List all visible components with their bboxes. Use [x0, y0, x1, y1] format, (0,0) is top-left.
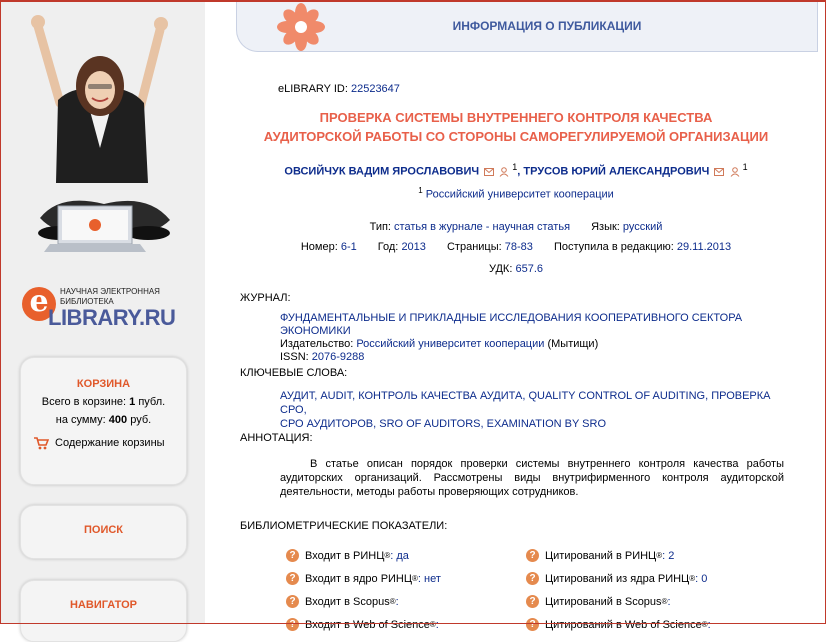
metric-label: Входит в РИНЦ	[305, 549, 385, 562]
metric-value[interactable]: :	[667, 595, 671, 608]
page-title: ИНФОРМАЦИЯ О ПУБЛИКАЦИИ	[452, 19, 642, 33]
elibrary-logo[interactable]	[22, 283, 182, 328]
logo-letter: e	[22, 287, 56, 321]
metric-label: Входит в Web of Science	[305, 618, 430, 631]
author-affiliation-sup: 1	[742, 162, 748, 172]
author-link[interactable]: ОВСИЙЧУК ВАДИМ ЯРОСЛАВОВИЧ	[284, 165, 480, 178]
elibrary-id-label: eLIBRARY ID:	[278, 83, 348, 95]
cart-contents-label: Содержание корзины	[55, 437, 165, 449]
issn-value: 2076-9288	[311, 351, 365, 363]
metric-value: : нет	[417, 572, 441, 585]
keywords-block	[280, 389, 790, 431]
elibrary-id	[278, 83, 400, 95]
logo-line1: НАУЧНАЯ ЭЛЕКТРОННАЯ	[60, 287, 160, 296]
metric-item	[286, 595, 526, 608]
metric-value: : да	[390, 549, 409, 562]
udk-label: УДК:	[488, 263, 513, 275]
author-separator: ,	[517, 165, 521, 178]
publisher-link[interactable]: Российский университет кооперации	[356, 338, 545, 350]
cart-total-label: Всего в корзине:	[41, 396, 127, 408]
affiliation	[236, 186, 796, 201]
year-value: 2013	[401, 241, 426, 253]
author-affiliation-sup: 1	[512, 162, 518, 172]
page-header	[236, 0, 818, 52]
search-panel[interactable]	[20, 505, 187, 559]
publisher-line	[280, 338, 790, 351]
help-icon[interactable]: ?	[286, 572, 299, 585]
cart-sum-suffix: руб.	[130, 414, 152, 426]
cart-title: КОРЗИНА	[76, 378, 131, 390]
title-line-2: АУДИТОРСКОЙ РАБОТЫ СО СТОРОНЫ САМОРЕГУЛИРУЕМОЙ ОРГАНИЗАЦИИ	[263, 129, 769, 144]
received-label: Поступила в редакцию:	[553, 241, 674, 253]
metrics-row	[286, 567, 766, 590]
authors-line	[236, 162, 796, 178]
metric-sup: ®	[412, 574, 418, 583]
cart-total-count: 1	[129, 396, 136, 408]
cart-sum-label: на сумму:	[55, 414, 106, 426]
pages-value: 78-83	[504, 241, 533, 253]
metric-sup: ®	[689, 574, 696, 583]
metrics-row	[286, 544, 766, 567]
received-value: 29.11.2013	[676, 241, 732, 253]
type-value: статья в журнале - научная статья	[394, 221, 571, 233]
keywords-line-1[interactable]: АУДИТ, AUDIT, КОНТРОЛЬ КАЧЕСТВА АУДИТА, QUALITY CONTROL OF AUDITING, ПРОВЕРКА СРО,	[280, 390, 771, 416]
type-label: Тип:	[369, 221, 391, 233]
number-value[interactable]: 6-1	[340, 241, 357, 253]
logo-wordmark: LIBRARY.RU	[48, 305, 176, 330]
keywords-heading: КЛЮЧЕВЫЕ СЛОВА:	[240, 367, 348, 379]
title-line-1: ПРОВЕРКА СИСТЕМЫ ВНУТРЕННЕГО КОНТРОЛЯ КАЧЕСТВА	[319, 110, 713, 125]
affiliation-sup: 1	[418, 186, 423, 195]
metric-value[interactable]: :	[707, 618, 711, 631]
issn-label: ISSN:	[280, 351, 309, 363]
elibrary-id-value[interactable]: 22523647	[350, 83, 400, 95]
metric-item	[526, 572, 766, 585]
pages-label: Страницы:	[446, 241, 502, 253]
metric-sup: ®	[701, 620, 708, 629]
help-icon[interactable]: ?	[286, 549, 299, 562]
udk	[236, 263, 796, 275]
metric-value[interactable]: : 0	[695, 572, 708, 585]
metric-item	[526, 549, 766, 562]
metric-value: :	[395, 595, 399, 608]
cart-sum	[21, 414, 186, 426]
keywords-line-2[interactable]: СРО АУДИТОРОВ, SRO OF AUDITORS, EXAMINATION BY SRO	[280, 418, 606, 430]
left-sidebar	[0, 0, 205, 624]
author-link[interactable]: ТРУСОВ ЮРИЙ АЛЕКСАНДРОВИЧ	[523, 165, 710, 178]
help-icon[interactable]: ?	[286, 595, 299, 608]
author-profile-icon[interactable]	[730, 167, 740, 177]
metric-label: Цитирований в Scopus	[545, 595, 662, 608]
shopping-cart-icon	[33, 436, 49, 450]
navigator-title[interactable]: НАВИГАТОР	[69, 599, 137, 611]
metric-item	[526, 618, 766, 631]
journal-block	[280, 312, 790, 364]
publisher-city: (Мытищи)	[547, 338, 599, 350]
metric-value[interactable]: : 2	[662, 549, 675, 562]
search-title[interactable]: ПОИСК	[83, 524, 124, 536]
type-language	[236, 221, 796, 233]
mail-icon[interactable]	[484, 168, 494, 176]
metric-label: Входит в ядро РИНЦ	[305, 572, 413, 585]
navigator-panel[interactable]	[20, 580, 187, 642]
metric-label: Цитирований в Web of Science	[545, 618, 702, 631]
logo-line2: БИБЛИОТЕКА	[60, 297, 114, 306]
help-icon[interactable]: ?	[526, 572, 539, 585]
language-label: Язык:	[591, 221, 620, 233]
cart-sum-value: 400	[108, 414, 128, 426]
cart-contents-link[interactable]	[33, 436, 186, 450]
affiliation-link[interactable]: Российский университет кооперации	[425, 188, 614, 201]
journal-heading: ЖУРНАЛ:	[240, 292, 291, 304]
metrics-row	[286, 590, 766, 613]
help-icon[interactable]: ?	[526, 549, 539, 562]
metric-item	[286, 572, 526, 585]
year-label: Год:	[377, 241, 399, 253]
metrics-heading: БИБЛИОМЕТРИЧЕСКИЕ ПОКАЗАТЕЛИ:	[240, 520, 448, 532]
metric-label: Цитирований в РИНЦ	[545, 549, 657, 562]
number-label: Номер:	[300, 241, 338, 253]
issn-line	[280, 351, 790, 364]
metrics-table	[286, 544, 766, 636]
annotation-text: В статье описан порядок проверки системы внутреннего контроля качества работы аудиторских организаций. Рассмотрены виды внутрифирменного контроля аудиторской деятельности, методы работы проверяющих сотрудников.	[280, 458, 784, 498]
metric-sup: ®	[656, 551, 663, 560]
mail-icon[interactable]	[714, 168, 724, 176]
hero-image	[20, 8, 188, 258]
metric-label: Цитирований из ядра РИНЦ	[545, 572, 690, 585]
help-icon[interactable]: ?	[526, 595, 539, 608]
help-icon[interactable]: ?	[286, 618, 299, 631]
metrics-row	[286, 613, 766, 636]
cart-panel	[20, 357, 187, 485]
metric-label: Входит в Scopus	[305, 595, 390, 608]
metric-sup: ®	[384, 551, 391, 560]
publication-title	[236, 108, 796, 146]
issue-details	[236, 241, 796, 253]
cart-total	[21, 396, 186, 408]
metric-item	[286, 549, 526, 562]
metric-sup: ®	[661, 597, 668, 606]
journal-link[interactable]: ФУНДАМЕНТАЛЬНЫЕ И ПРИКЛАДНЫЕ ИССЛЕДОВАНИЯ КООПЕРАТИВНОГО СЕКТОРА ЭКОНОМИКИ	[280, 312, 743, 337]
help-icon[interactable]: ?	[526, 618, 539, 631]
cart-total-suffix: публ.	[138, 396, 166, 408]
metric-value: :	[435, 618, 439, 631]
metric-item	[526, 595, 766, 608]
metric-sup: ®	[389, 597, 396, 606]
language-value: русский	[622, 221, 663, 233]
metric-sup: ®	[429, 620, 436, 629]
author-profile-icon[interactable]	[499, 167, 509, 177]
udk-value: 657.6	[515, 263, 543, 275]
annotation-heading: АННОТАЦИЯ:	[240, 432, 313, 444]
metric-item	[286, 618, 526, 631]
publisher-label: Издательство:	[280, 338, 354, 350]
